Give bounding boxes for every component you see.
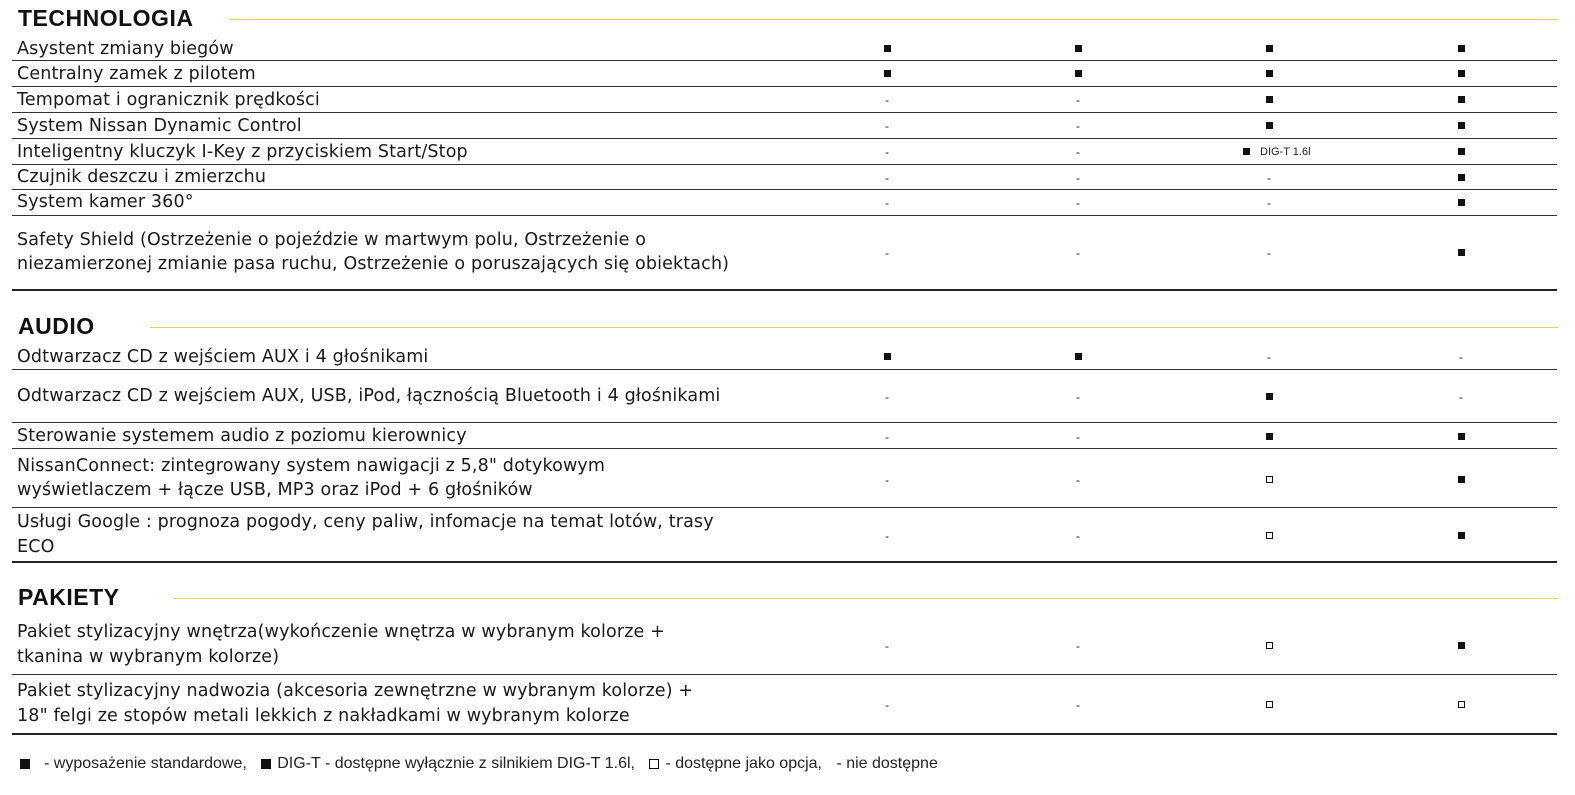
cell-na <box>1048 195 1108 210</box>
standard-square-icon <box>1458 476 1465 483</box>
cell-na <box>1048 429 1108 444</box>
cell-std <box>1431 472 1491 486</box>
standard-square-icon <box>884 353 891 360</box>
standard-square-icon <box>884 70 891 77</box>
table-row <box>12 113 1557 139</box>
na-dash: - <box>1076 170 1080 185</box>
cell-na <box>857 429 917 444</box>
cell-std <box>1431 144 1491 158</box>
standard-square-icon <box>884 45 891 52</box>
cell-std <box>1239 66 1299 80</box>
na-dash: - <box>885 195 889 210</box>
row-label-line1: NissanConnect: zintegrowany system nawigacji z 5,8" dotykowym <box>17 456 606 476</box>
na-dash: - <box>885 638 889 653</box>
na-dash: - <box>1076 118 1080 133</box>
row-label-line2: niezamierzonej zmianie pasa ruchu, Ostrzeżenie o poruszających się obiektach) <box>17 254 730 274</box>
row-label: Odtwarzacz CD z wejściem AUX i 4 głośnikami <box>17 347 429 367</box>
row-label: Czujnik deszczu i zmierzchu <box>17 167 267 187</box>
na-dash: - <box>885 245 889 260</box>
cell-std <box>1431 195 1491 209</box>
option-square-icon <box>649 759 659 769</box>
na-dash: - <box>885 528 889 543</box>
standard-square-icon <box>1075 45 1082 52</box>
standard-square-icon <box>1266 45 1273 52</box>
row-label-line2: ECO <box>17 537 55 557</box>
standard-square-icon <box>1458 96 1465 103</box>
section-title: TECHNOLOGIA <box>18 5 194 31</box>
na-dash: - <box>1267 195 1271 210</box>
cell-na <box>1048 245 1108 260</box>
row-label-line1: Safety Shield (Ostrzeżenie o pojeździe w martwym polu, Ostrzeżenie o <box>17 230 647 250</box>
row-label: System kamer 360° <box>17 192 194 212</box>
standard-square-icon <box>20 759 30 769</box>
cell-na <box>1431 349 1491 364</box>
cell-na <box>1048 472 1108 487</box>
standard-square-icon <box>1266 70 1273 77</box>
cell-na <box>857 144 917 159</box>
section-accent-line <box>150 327 1558 328</box>
cell-std <box>1048 41 1108 55</box>
row-label: Asystent zmiany biegów <box>17 39 234 59</box>
legend <box>20 754 948 774</box>
standard-square-icon <box>1458 122 1465 129</box>
standard-square-icon <box>1075 353 1082 360</box>
row-label-line1: Pakiet stylizacyjny wnętrza(wykończenie wnętrza w wybranym kolorze + <box>17 622 665 642</box>
legend-na: - nie dostępne <box>836 755 938 772</box>
row-label-line2: 18" felgi ze stopów metali lekkich z nakładkami w wybranym kolorze <box>17 706 630 726</box>
row-label: Centralny zamek z pilotem <box>17 64 256 84</box>
cell-opt <box>1239 472 1299 486</box>
table-row <box>12 36 1557 61</box>
row-label-line2: wyświetlaczem + łącze USB, MP3 oraz iPod + 6 głośników <box>17 480 533 500</box>
cell-na <box>1048 528 1108 543</box>
cell-na <box>857 92 917 107</box>
legend-digt: DIG-T - dostępne wyłącznie z silnikiem DIG-T 1.6l, <box>277 755 635 772</box>
na-dash: - <box>1076 144 1080 159</box>
cell-na <box>857 697 917 712</box>
cell-na <box>1239 195 1299 210</box>
legend-standard: - wyposażenie standardowe, <box>44 755 247 772</box>
na-dash: - <box>1267 170 1271 185</box>
na-dash: - <box>1076 697 1080 712</box>
na-dash: - <box>885 118 889 133</box>
standard-square-icon <box>1458 45 1465 52</box>
table-row <box>12 616 1557 675</box>
cell-std <box>1431 92 1491 106</box>
row-label: Sterowanie systemem audio z poziomu kierownicy <box>17 426 467 446</box>
na-dash: - <box>1076 195 1080 210</box>
standard-square-icon <box>1458 199 1465 206</box>
row-label-line1: Pakiet stylizacyjny nadwozia (akcesoria zewnętrzne w wybranym kolorze) + <box>17 681 694 701</box>
standard-square-icon <box>1266 96 1273 103</box>
cell-std <box>1431 638 1491 652</box>
cell-std <box>1431 245 1491 259</box>
standard-square-icon <box>1243 148 1250 155</box>
standard-square-icon <box>1458 174 1465 181</box>
na-dash: - <box>1076 429 1080 444</box>
na-dash: - <box>1076 528 1080 543</box>
standard-square-icon <box>1266 393 1273 400</box>
cell-std <box>1048 66 1108 80</box>
cell-na <box>1048 389 1108 404</box>
row-label-line2: tkanina w wybranym kolorze) <box>17 647 280 667</box>
standard-square-icon <box>1458 642 1465 649</box>
standard-square-icon <box>261 759 271 769</box>
cell-na <box>1239 170 1299 185</box>
table-row <box>12 370 1557 423</box>
cell-std <box>1239 429 1299 443</box>
option-square-icon <box>1458 701 1465 708</box>
table-row <box>12 87 1557 113</box>
digt-note: DIG-T 1.6l <box>1260 145 1311 158</box>
cell-na <box>1048 92 1108 107</box>
cell-std <box>1239 41 1299 55</box>
standard-square-icon <box>1266 122 1273 129</box>
cell-na <box>857 638 917 653</box>
cell-opt <box>1239 638 1299 652</box>
cell-na <box>857 472 917 487</box>
row-label-line1: Usługi Google : prognoza pogody, ceny paliw, infomacje na temat lotów, trasy <box>17 512 714 532</box>
cell-std <box>857 41 917 55</box>
cell-na <box>857 170 917 185</box>
na-dash: - <box>885 170 889 185</box>
na-dash: - <box>885 697 889 712</box>
table-row <box>12 449 1557 508</box>
cell-std <box>1431 170 1491 184</box>
row-label: Inteligentny kluczyk I-Key z przyciskiem Start/Stop <box>17 142 468 162</box>
cell-na <box>1239 349 1299 364</box>
section-header-technologia <box>18 3 1558 33</box>
option-square-icon <box>1266 476 1273 483</box>
na-dash: - <box>1459 389 1463 404</box>
cell-opt <box>1239 697 1299 711</box>
standard-square-icon <box>1266 433 1273 440</box>
cell-na <box>1431 389 1491 404</box>
standard-square-icon <box>1458 148 1465 155</box>
cell-std <box>1431 66 1491 80</box>
na-dash: - <box>885 389 889 404</box>
cell-na <box>1048 144 1108 159</box>
na-dash: - <box>1076 389 1080 404</box>
cell-std <box>1239 118 1299 132</box>
cell-std-digt <box>1243 144 1343 159</box>
cell-std <box>1431 41 1491 55</box>
table-row <box>12 423 1557 449</box>
table-row <box>12 165 1557 190</box>
na-dash: - <box>885 472 889 487</box>
cell-opt <box>1431 697 1491 711</box>
standard-square-icon <box>1458 532 1465 539</box>
table-row <box>12 216 1557 291</box>
legend-option: - dostępne jako opcja, <box>665 755 822 772</box>
na-dash: - <box>1076 638 1080 653</box>
section-header-pakiety <box>18 582 1558 612</box>
standard-square-icon <box>1075 70 1082 77</box>
section-title: AUDIO <box>18 313 95 339</box>
na-dash: - <box>1076 472 1080 487</box>
na-dash: - <box>1076 245 1080 260</box>
cell-std <box>1048 349 1108 363</box>
na-dash: - <box>885 144 889 159</box>
table-row <box>12 139 1557 165</box>
row-label: Tempomat i ogranicznik prędkości <box>17 90 320 110</box>
section-accent-line <box>230 19 1558 20</box>
table-row <box>12 344 1557 370</box>
standard-square-icon <box>1458 433 1465 440</box>
na-dash: - <box>1459 349 1463 364</box>
cell-std <box>857 349 917 363</box>
cell-std <box>1431 429 1491 443</box>
na-dash: - <box>885 429 889 444</box>
option-square-icon <box>1266 642 1273 649</box>
row-label: Odtwarzacz CD z wejściem AUX, USB, iPod, łącznością Bluetooth i 4 głośnikami <box>17 386 721 406</box>
cell-na <box>857 245 917 260</box>
cell-na <box>857 195 917 210</box>
cell-na <box>857 118 917 133</box>
cell-std <box>1431 118 1491 132</box>
cell-std <box>857 66 917 80</box>
cell-std <box>1239 92 1299 106</box>
cell-na <box>857 389 917 404</box>
section-accent-line <box>173 598 1558 599</box>
option-square-icon <box>1266 701 1273 708</box>
na-dash: - <box>1267 245 1271 260</box>
cell-opt <box>1239 528 1299 542</box>
na-dash: - <box>1267 349 1271 364</box>
row-label: System Nissan Dynamic Control <box>17 116 302 136</box>
cell-std <box>1239 389 1299 403</box>
na-dash: - <box>885 92 889 107</box>
cell-std <box>1431 528 1491 542</box>
section-title: PAKIETY <box>18 584 120 610</box>
option-square-icon <box>1266 532 1273 539</box>
cell-na <box>1048 170 1108 185</box>
standard-square-icon <box>1458 70 1465 77</box>
cell-na <box>1239 245 1299 260</box>
cell-na <box>1048 118 1108 133</box>
table-row <box>12 61 1557 87</box>
standard-square-icon <box>1458 249 1465 256</box>
cell-na <box>1048 697 1108 712</box>
table-row <box>12 190 1557 216</box>
table-row <box>12 508 1557 563</box>
cell-na <box>1048 638 1108 653</box>
na-dash: - <box>1076 92 1080 107</box>
table-row <box>12 675 1557 735</box>
section-header-audio <box>18 311 1558 341</box>
cell-na <box>857 528 917 543</box>
